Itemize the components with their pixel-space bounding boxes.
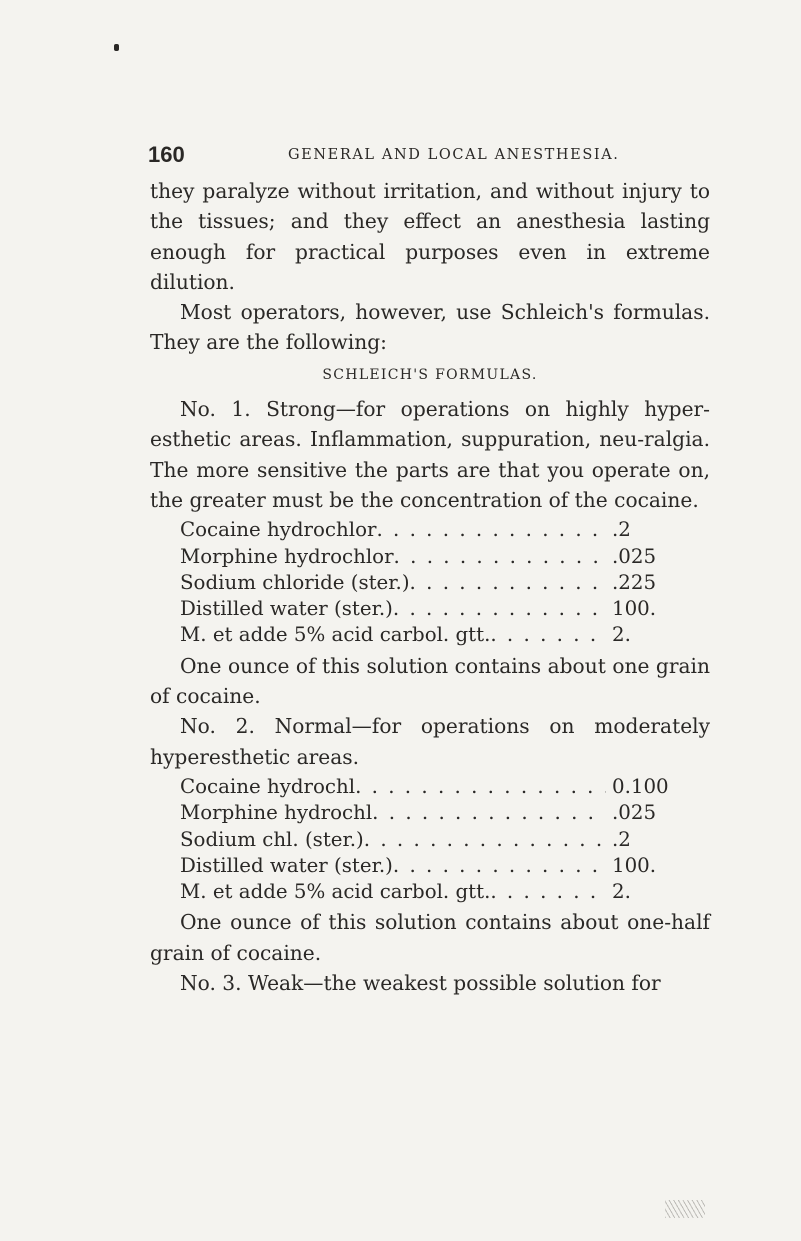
print-mark: [114, 44, 119, 51]
formula-2: [180, 774, 680, 905]
ingredient-amount: 100.: [612, 853, 657, 877]
paragraph-5: No. 2. Normal—for operations on moderately hyperesthetic areas.: [150, 714, 710, 769]
ingredient-amount: .2: [612, 518, 631, 542]
formula-row: [180, 622, 680, 648]
formula-row: [180, 827, 680, 853]
page-body: [150, 176, 710, 998]
ingredient-name: Cocaine hydrochlor: [180, 518, 377, 542]
page-number: 160: [148, 142, 185, 167]
ingredient-amount: 2.: [612, 623, 631, 647]
paragraph-1: they paralyze without irritation, and without injury to the tissues; and they effect an anesthesia lasting enough for practical purposes even in extreme dilution.: [150, 179, 710, 294]
ingredient-name: Morphine hydrochlor: [180, 544, 394, 568]
ingredient-amount: .2: [612, 827, 631, 851]
ingredient-name: Sodium chl. (ster.): [180, 827, 364, 851]
paragraph-7: No. 3. Weak—the weakest possible solution for: [180, 971, 661, 996]
ingredient-name: M. et adde 5% acid carbol. gtt.: [180, 880, 491, 904]
ingredient-name: Morphine hydrochl: [180, 801, 373, 825]
formula-row: [180, 879, 680, 905]
ingredient-name: M. et adde 5% acid carbol. gtt.: [180, 623, 491, 647]
formula-row: [180, 544, 680, 570]
formula-1: [180, 517, 680, 648]
ingredient-amount: .025: [612, 544, 657, 568]
paragraph-6: One ounce of this solution contains about one-half grain of cocaine.: [150, 910, 710, 965]
page-header: [148, 142, 748, 166]
ingredient-name: Distilled water (ster.): [180, 853, 393, 877]
ingredient-amount: .225: [612, 570, 657, 594]
paragraph-2: Most operators, however, use Schleich's formulas. They are the following:: [150, 300, 710, 355]
formula-row: [180, 800, 680, 826]
section-heading: SCHLEICH'S FORMULAS.: [322, 366, 538, 383]
ingredient-amount: .025: [612, 801, 657, 825]
ingredient-amount: 100.: [612, 597, 657, 621]
ingredient-amount: 0.100: [612, 774, 669, 798]
formula-row: [180, 570, 680, 596]
running-head: GENERAL AND LOCAL ANESTHESIA.: [288, 147, 620, 163]
ingredient-name: Distilled water (ster.): [180, 597, 393, 621]
formula-row: [180, 517, 680, 543]
paragraph-3: No. 1. Strong—for operations on highly hyper-esthetic areas. Inflammation, suppuration, neu-ralgia. The more sensitive the parts are that you operate on, the greater must be the concentration of the cocaine.: [150, 397, 710, 512]
ingredient-name: Cocaine hydrochl: [180, 774, 356, 798]
ingredient-amount: 2.: [612, 880, 631, 904]
formula-row: [180, 774, 680, 800]
formula-row: [180, 596, 680, 622]
paragraph-4: One ounce of this solution contains about one grain of cocaine.: [150, 653, 710, 709]
ink-smudge: [665, 1200, 705, 1218]
formula-row: [180, 853, 680, 879]
ingredient-name: Sodium chloride (ster.): [180, 570, 410, 594]
